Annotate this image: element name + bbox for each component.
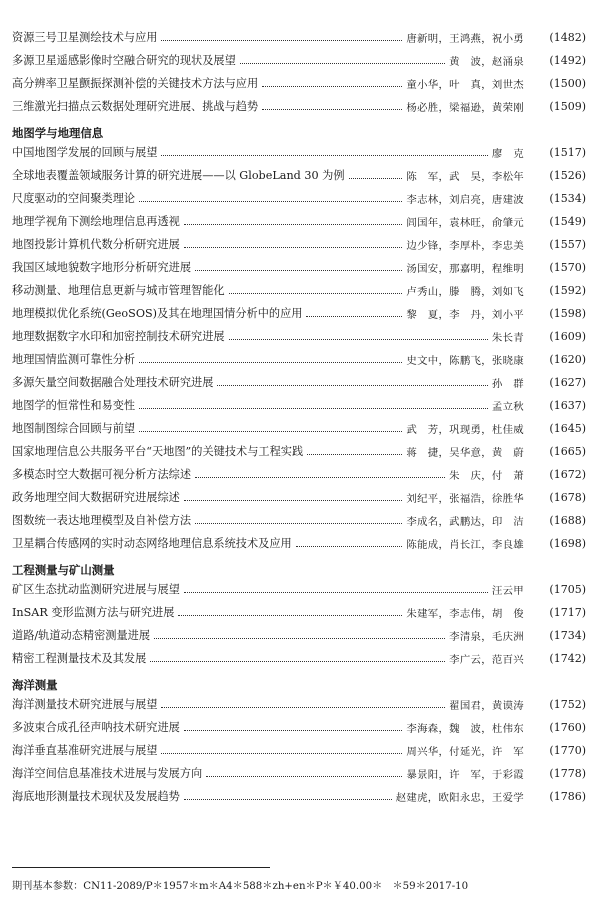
dot-leader <box>229 293 403 294</box>
dot-leader <box>296 546 403 547</box>
entry-title: 高分辨率卫星颤振探测补偿的关键技术方法与应用 <box>12 77 259 90</box>
toc-entry[interactable] <box>12 394 586 416</box>
toc-entry[interactable] <box>12 256 586 278</box>
toc-entry[interactable] <box>12 164 586 186</box>
entry-authors: 武 芳，巩现勇，杜佳威 <box>406 423 524 436</box>
dot-leader <box>184 224 403 225</box>
dot-leader <box>307 454 402 455</box>
entry-authors: 朱建军，李志伟，胡 俊 <box>406 607 524 620</box>
entry-title: 图数统一表达地理模型及自补偿方法 <box>12 514 192 527</box>
entry-title: 地理国情监测可靠性分析 <box>12 353 136 366</box>
dot-leader <box>349 178 403 179</box>
dot-leader <box>184 592 488 593</box>
entry-page-number: (1509) <box>549 99 586 113</box>
entry-authors: 李成名，武鹏达，印 洁 <box>406 515 524 528</box>
toc-entry[interactable] <box>12 417 586 439</box>
entry-page-number: (1717) <box>549 605 586 619</box>
entry-page-number: (1678) <box>549 490 586 504</box>
toc-entry[interactable] <box>12 210 586 232</box>
toc-entry[interactable] <box>12 762 586 784</box>
dot-leader <box>161 707 445 708</box>
entry-authors: 孟立秋 <box>491 400 524 413</box>
entry-authors: 周兴华，付延光，许 军 <box>406 745 524 758</box>
toc-entry[interactable] <box>12 302 586 324</box>
entry-authors: 陈能成，肖长江，李良雄 <box>406 538 524 551</box>
entry-page-number: (1534) <box>549 191 586 205</box>
entry-authors: 闾国年，袁林旺，俞肇元 <box>406 216 524 229</box>
entry-page-number: (1492) <box>549 53 586 67</box>
dot-leader <box>184 799 392 800</box>
entry-authors: 李广云，范百兴 <box>449 653 524 666</box>
toc-entry[interactable] <box>12 463 586 485</box>
entry-page-number: (1549) <box>549 214 586 228</box>
entry-title: 地图投影计算机代数分析研究进展 <box>12 238 180 251</box>
toc-entry[interactable] <box>12 141 586 163</box>
toc-entry[interactable] <box>12 49 586 71</box>
entry-page-number: (1752) <box>549 697 586 711</box>
toc-entry[interactable] <box>12 509 586 531</box>
entry-title: 多波束合成孔径声呐技术研究进展 <box>12 721 180 734</box>
dot-leader <box>150 661 445 662</box>
entry-title: InSAR 变形监测方法与研究进展 <box>12 606 175 619</box>
entry-authors: 童小华，叶 真，刘世杰 <box>406 78 524 91</box>
entry-page-number: (1609) <box>549 329 586 343</box>
entry-authors: 卢秀山，滕 腾，刘如飞 <box>406 285 524 298</box>
entry-title: 地图制图综合回顾与前望 <box>12 422 136 435</box>
footer-rule <box>12 867 270 868</box>
dot-leader <box>195 477 445 478</box>
dot-leader <box>217 385 488 386</box>
entry-title: 移动测量、地理信息更新与城市管理智能化 <box>12 284 225 297</box>
toc-entry[interactable] <box>12 440 586 462</box>
entry-title: 海洋空间信息基准技术进展与发展方向 <box>12 767 203 780</box>
dot-leader <box>154 638 445 639</box>
entry-page-number: (1557) <box>549 237 586 251</box>
entry-title: 地图学的恒常性和易变性 <box>12 399 136 412</box>
entry-title: 道路/轨道动态精密测量进展 <box>12 629 151 642</box>
entry-page-number: (1665) <box>549 444 586 458</box>
entry-title: 精密工程测量技术及其发展 <box>12 652 147 665</box>
dot-leader <box>195 270 402 271</box>
entry-title: 矿区生态扰动监测研究进展与展望 <box>12 583 180 596</box>
dot-leader <box>262 86 402 87</box>
entry-authors: 李海森，魏 波，杜伟东 <box>406 722 524 735</box>
entry-title: 尺度驱动的空间聚类理论 <box>12 192 136 205</box>
entry-page-number: (1570) <box>549 260 586 274</box>
toc-entry[interactable] <box>12 716 586 738</box>
entry-page-number: (1742) <box>549 651 586 665</box>
dot-leader <box>161 40 402 41</box>
entry-authors: 廖 克 <box>491 147 524 160</box>
entry-authors: 暴景阳，许 军，于彩霞 <box>406 768 524 781</box>
entry-authors: 史文中，陈鹏飞，张晓康 <box>406 354 524 367</box>
dot-leader <box>161 155 487 156</box>
entry-authors: 黄 波，赵涌泉 <box>449 55 524 68</box>
dot-leader <box>195 523 402 524</box>
toc-entry[interactable] <box>12 693 586 715</box>
dot-leader <box>139 408 488 409</box>
section-heading: 地图学与地理信息 <box>12 126 104 140</box>
toc-entry[interactable] <box>12 348 586 370</box>
dot-leader <box>240 63 445 64</box>
entry-title: 海洋测量技术研究进展与展望 <box>12 698 158 711</box>
entry-page-number: (1760) <box>549 720 586 734</box>
entry-page-number: (1770) <box>549 743 586 757</box>
dot-leader <box>229 339 488 340</box>
entry-title: 中国地图学发展的回顾与展望 <box>12 146 158 159</box>
entry-authors: 李志林，刘启亮，唐建波 <box>406 193 524 206</box>
entry-authors: 翟国君，黄谟涛 <box>449 699 524 712</box>
entry-page-number: (1526) <box>549 168 586 182</box>
entry-page-number: (1592) <box>549 283 586 297</box>
toc-entry[interactable] <box>12 72 586 94</box>
journal-parameters-footer: 期刊基本参数：CN11-2089/P＊1957＊m＊A4＊588＊zh+en＊P＊￥40.00＊ ＊59＊2017-10 <box>12 881 469 892</box>
toc-entry[interactable] <box>12 371 586 393</box>
entry-authors: 汤国安，那嘉明，程维明 <box>406 262 524 275</box>
entry-authors: 朱长青 <box>491 331 524 344</box>
toc-entry[interactable] <box>12 26 586 48</box>
entry-page-number: (1500) <box>549 76 586 90</box>
entry-page-number: (1637) <box>549 398 586 412</box>
dot-leader <box>262 109 402 110</box>
entry-authors: 杨必胜，梁福逊，黄荣刚 <box>406 101 524 114</box>
toc-entry[interactable] <box>12 601 586 623</box>
toc-entry[interactable] <box>12 279 586 301</box>
entry-page-number: (1672) <box>549 467 586 481</box>
entry-authors: 黎 夏，李 丹，刘小平 <box>406 308 524 321</box>
dot-leader <box>178 615 402 616</box>
toc-entry[interactable] <box>12 95 586 117</box>
toc-entry[interactable] <box>12 647 586 669</box>
toc-entry[interactable] <box>12 532 586 554</box>
entry-page-number: (1627) <box>549 375 586 389</box>
entry-authors: 刘纪平，张福浩，徐胜华 <box>406 492 524 505</box>
entry-page-number: (1482) <box>549 30 586 44</box>
dot-leader <box>184 730 403 731</box>
dot-leader <box>139 201 402 202</box>
entry-title: 多源矢量空间数据融合处理技术研究进展 <box>12 376 214 389</box>
dot-leader <box>206 776 402 777</box>
entry-title: 海底地形测量技术现状及发展趋势 <box>12 790 180 803</box>
dot-leader <box>184 500 403 501</box>
toc-entry[interactable] <box>12 187 586 209</box>
toc-entry[interactable] <box>12 739 586 761</box>
entry-title: 政务地理空间大数据研究进展综述 <box>12 491 180 504</box>
dot-leader <box>139 362 402 363</box>
entry-title: 海洋垂直基准研究进展与展望 <box>12 744 158 757</box>
dot-leader <box>139 431 402 432</box>
toc-entry[interactable] <box>12 486 586 508</box>
entry-title: 全球地表覆盖领域服务计算的研究进展——以 GlobeLand 30 为例 <box>12 169 345 182</box>
entry-page-number: (1698) <box>549 536 586 550</box>
section-heading: 海洋测量 <box>12 678 58 692</box>
toc-entry[interactable] <box>12 785 586 807</box>
dot-leader <box>161 753 402 754</box>
entry-authors: 蒋 捷，吴华意，黄 蔚 <box>406 446 524 459</box>
entry-title: 多源卫星遥感影像时空融合研究的现状及展望 <box>12 54 236 67</box>
dot-leader <box>306 316 402 317</box>
entry-authors: 陈 军，武 昊，李松年 <box>406 170 524 183</box>
entry-title: 多模态时空大数据可视分析方法综述 <box>12 468 192 481</box>
entry-page-number: (1620) <box>549 352 586 366</box>
entry-authors: 朱 庆，付 萧 <box>449 469 524 482</box>
entry-page-number: (1645) <box>549 421 586 435</box>
entry-title: 地理学视角下测绘地理信息再透视 <box>12 215 180 228</box>
entry-title: 地理模拟优化系统(GeoSOS)及其在地理国情分析中的应用 <box>12 307 303 320</box>
entry-title: 三维激光扫描点云数据处理研究进展、挑战与趋势 <box>12 100 259 113</box>
entry-page-number: (1778) <box>549 766 586 780</box>
dot-leader <box>184 247 403 248</box>
entry-authors: 唐新明，王鸿燕，祝小勇 <box>406 32 524 45</box>
entry-page-number: (1734) <box>549 628 586 642</box>
toc-entry[interactable] <box>12 233 586 255</box>
entry-page-number: (1705) <box>549 582 586 596</box>
toc-entry[interactable] <box>12 624 586 646</box>
entry-authors: 孙 群 <box>491 377 524 390</box>
entry-authors: 李清泉，毛庆洲 <box>449 630 524 643</box>
toc-entry[interactable] <box>12 325 586 347</box>
entry-page-number: (1598) <box>549 306 586 320</box>
entry-page-number: (1688) <box>549 513 586 527</box>
entry-title: 卫星耦合传感网的实时动态网络地理信息系统技术及应用 <box>12 537 292 550</box>
entry-page-number: (1786) <box>549 789 586 803</box>
entry-page-number: (1517) <box>549 145 586 159</box>
entry-title: 我国区域地貌数字地形分析研究进展 <box>12 261 192 274</box>
entry-authors: 边少锋，李厚朴，李忠美 <box>406 239 524 252</box>
entry-title: 资源三号卫星测绘技术与应用 <box>12 31 158 44</box>
entry-authors: 赵建虎，欧阳永忠，王爱学 <box>395 791 524 804</box>
entry-title: 国家地理信息公共服务平台“天地图”的关键技术与工程实践 <box>12 445 304 458</box>
toc-entry[interactable] <box>12 578 586 600</box>
entry-authors: 汪云甲 <box>491 584 524 597</box>
section-heading: 工程测量与矿山测量 <box>12 563 115 577</box>
entry-title: 地理数据数字水印和加密控制技术研究进展 <box>12 330 225 343</box>
